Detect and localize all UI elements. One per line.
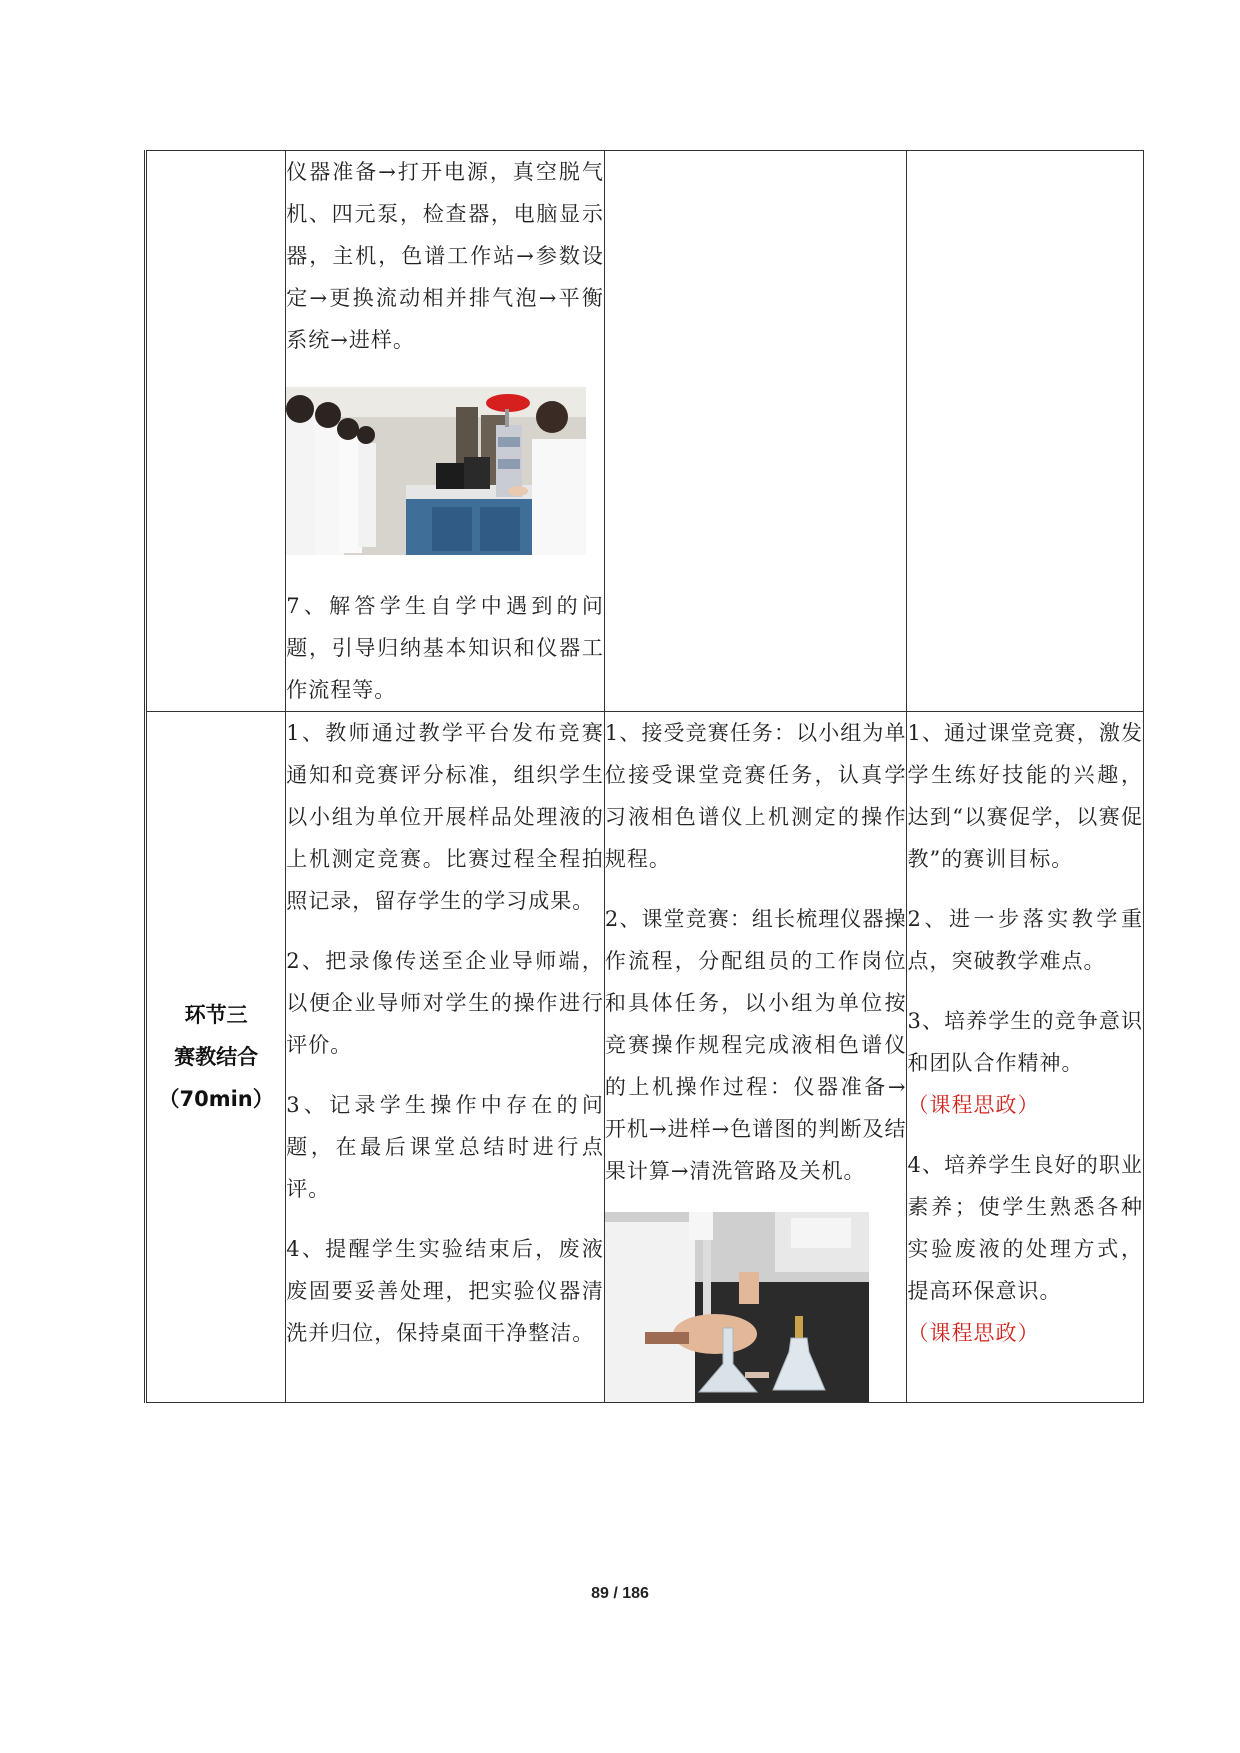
purpose-4-text: 4、培养学生良好的职业素养；使学生熟悉各种实验废液的处理方式，提高环保意识。 [907, 1153, 1143, 1303]
student-activity-cell [604, 712, 907, 1403]
purpose-2: 2、进一步落实教学重点，突破教学难点。 [907, 907, 1143, 973]
student-activity-cell-empty [604, 151, 907, 712]
teacher-activity-cell [286, 712, 605, 1403]
teacher-step-2: 2、把录像传送至企业导师端，以便企业导师对学生的操作进行评价。 [286, 949, 604, 1057]
teacher-answer-text: 7、解答学生自学中遇到的问题，引导归纳基本知识和仪器工作流程等。 [286, 594, 604, 702]
purpose-1: 1、通过课堂竞赛，激发学生练好技能的兴趣，达到“以赛促学，以赛促教”的赛训目标。 [907, 721, 1143, 871]
lesson-plan-table [144, 150, 1144, 1403]
purpose-4 [907, 1144, 1143, 1354]
teacher-step-1: 1、教师通过教学平台发布竞赛通知和竞赛评分标准，组织学生以小组为单位开展样品处理液的上机测定竞赛。比赛过程全程拍照记录，留存学生的学习成果。 [286, 721, 604, 913]
stage-cell-empty [146, 151, 286, 712]
continued-row [146, 151, 1144, 712]
purpose-cell-empty [907, 151, 1144, 712]
purpose-3-text: 3、培养学生的竞争意识和团队合作精神。 [907, 1009, 1143, 1075]
stage-number: 环节三 [184, 1003, 248, 1027]
ideology-tag: （课程思政） [907, 1321, 1040, 1345]
stage-duration: （70min） [158, 1087, 274, 1111]
teacher-procedure-text: 仪器准备→打开电源，真空脱气机、四元泵，检查器，电脑显示器，主机，色谱工作站→参数设定→更换流动相并排气泡→平衡系统→进样。 [286, 160, 604, 352]
teacher-step-4: 4、提醒学生实验结束后，废液废固要妥善处理，把实验仪器清洗并归位，保持桌面干净整洁。 [286, 1237, 604, 1345]
ideology-tag: （课程思政） [907, 1093, 1040, 1117]
lesson-plan-sheet [144, 150, 1144, 1403]
student-step-2: 2、课堂竞赛：组长梳理仪器操作流程，分配组员的工作岗位和具体任务，以小组为单位按竞赛操作规程完成液相色谱仪的上机操作过程：仪器准备→开机→进样→色谱图的判断及结果计算→清洗管路及关机。 [604, 907, 907, 1183]
purpose-3 [907, 1000, 1143, 1126]
flask-syringe-photo [605, 1212, 869, 1402]
stage-title: 赛教结合 [174, 1045, 259, 1069]
purpose-cell [907, 712, 1144, 1403]
stage-cell [146, 712, 286, 1403]
student-step-1: 1、接受竞赛任务：以小组为单位接受课堂竞赛任务，认真学习液相色谱仪上机测定的操作规程。 [604, 721, 907, 871]
teacher-step-3: 3、记录学生操作中存在的问题，在最后课堂总结时进行点评。 [286, 1093, 604, 1201]
stage-three-row [146, 712, 1144, 1403]
page-number: 89 / 186 [591, 1585, 649, 1602]
lab-group-photo [286, 387, 586, 555]
teacher-activity-cell [286, 151, 605, 712]
